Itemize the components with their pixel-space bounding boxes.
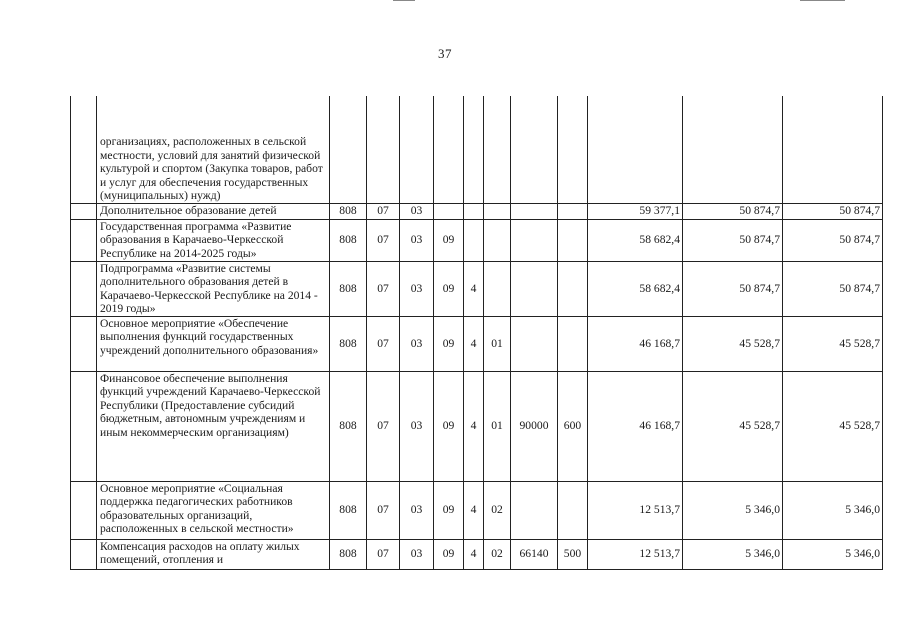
expense-type-cell: 600 (558, 371, 588, 481)
direction-code-cell (511, 316, 558, 371)
ministry-code-cell: 808 (330, 316, 367, 371)
event-code-cell (484, 96, 511, 203)
amount-cell-2: 45 528,7 (683, 371, 783, 481)
program-code-cell: 09 (434, 371, 464, 481)
empty-cell (71, 539, 97, 569)
section-code-cell: 07 (367, 219, 400, 261)
subprogram-code-cell (464, 203, 484, 219)
amount-cell-3: 45 528,7 (783, 371, 883, 481)
table-row (71, 203, 883, 219)
ministry-code-cell: 808 (330, 203, 367, 219)
ministry-code-cell: 808 (330, 371, 367, 481)
program-code-cell: 09 (434, 261, 464, 316)
table-row (71, 316, 883, 371)
row-name: Основное мероприятие «Социальная поддержка педагогических работников образовательных организаций, расположенных в сельской местности» (97, 481, 330, 539)
event-code-cell: 02 (484, 481, 511, 539)
expense-type-cell (558, 261, 588, 316)
direction-code-cell (511, 481, 558, 539)
subprogram-code-cell (464, 219, 484, 261)
amount-cell-3: 5 346,0 (783, 539, 883, 569)
table-body (71, 96, 883, 569)
amount-cell-1: 46 168,7 (588, 371, 683, 481)
amount-cell-1: 58 682,4 (588, 219, 683, 261)
subsection-code-cell: 03 (400, 316, 434, 371)
subsection-code-cell (400, 96, 434, 203)
table-row (71, 96, 883, 203)
empty-cell (71, 203, 97, 219)
section-code-cell: 07 (367, 261, 400, 316)
program-code-cell (434, 96, 464, 203)
ministry-code-cell: 808 (330, 261, 367, 316)
amount-cell-3: 45 528,7 (783, 316, 883, 371)
section-code-cell: 07 (367, 203, 400, 219)
top-edge-mark (800, 0, 845, 1)
amount-cell-1 (588, 96, 683, 203)
amount-cell-1: 59 377,1 (588, 203, 683, 219)
ministry-code-cell: 808 (330, 481, 367, 539)
program-code-cell: 09 (434, 481, 464, 539)
subsection-code-cell: 03 (400, 261, 434, 316)
expense-type-cell (558, 96, 588, 203)
direction-code-cell (511, 203, 558, 219)
top-edge-mark (393, 0, 415, 1)
amount-cell-1: 46 168,7 (588, 316, 683, 371)
amount-cell-2: 50 874,7 (683, 203, 783, 219)
event-code-cell: 01 (484, 371, 511, 481)
event-code-cell (484, 219, 511, 261)
section-code-cell: 07 (367, 481, 400, 539)
empty-cell (71, 371, 97, 481)
subprogram-code-cell: 4 (464, 539, 484, 569)
table-row (71, 371, 883, 481)
expense-type-cell (558, 203, 588, 219)
amount-cell-2: 50 874,7 (683, 219, 783, 261)
subprogram-code-cell (464, 96, 484, 203)
table-row (71, 219, 883, 261)
empty-cell (71, 219, 97, 261)
event-code-cell (484, 261, 511, 316)
expense-type-cell (558, 219, 588, 261)
expense-type-cell: 500 (558, 539, 588, 569)
program-code-cell: 09 (434, 316, 464, 371)
amount-cell-2: 50 874,7 (683, 261, 783, 316)
program-code-cell: 09 (434, 539, 464, 569)
amount-cell-2: 5 346,0 (683, 481, 783, 539)
table-row (71, 261, 883, 316)
direction-code-cell (511, 219, 558, 261)
page-number: 37 (438, 46, 452, 61)
amount-cell-2: 45 528,7 (683, 316, 783, 371)
empty-cell (71, 261, 97, 316)
amount-cell-1: 12 513,7 (588, 539, 683, 569)
ministry-code-cell: 808 (330, 539, 367, 569)
subsection-code-cell: 03 (400, 219, 434, 261)
amount-cell-1: 58 682,4 (588, 261, 683, 316)
row-name: Подпрограмма «Развитие системы дополнительного образования детей в Карачаево-Черкесской Республике на 2014 - 2019 годы» (97, 261, 330, 316)
empty-cell (71, 316, 97, 371)
direction-code-cell (511, 96, 558, 203)
table-row (71, 539, 883, 569)
amount-cell-3: 5 346,0 (783, 481, 883, 539)
row-name: Компенсация расходов на оплату жилых помещений, отопления и (97, 539, 330, 569)
section-code-cell: 07 (367, 539, 400, 569)
amount-cell-3 (783, 96, 883, 203)
direction-code-cell (511, 261, 558, 316)
empty-cell (71, 96, 97, 203)
expense-type-cell (558, 316, 588, 371)
subsection-code-cell: 03 (400, 539, 434, 569)
amount-cell-2 (683, 96, 783, 203)
subprogram-code-cell: 4 (464, 371, 484, 481)
section-code-cell (367, 96, 400, 203)
table-row (71, 481, 883, 539)
subprogram-code-cell: 4 (464, 316, 484, 371)
event-code-cell: 02 (484, 539, 511, 569)
program-code-cell: 09 (434, 219, 464, 261)
amount-cell-1: 12 513,7 (588, 481, 683, 539)
amount-cell-3: 50 874,7 (783, 203, 883, 219)
empty-cell (71, 481, 97, 539)
subprogram-code-cell: 4 (464, 481, 484, 539)
program-code-cell (434, 203, 464, 219)
row-name: организациях, расположенных в сельской местности, условий для занятий физической культурой и спортом (Закупка товаров, работ и услуг для обеспечения государственных (муниципальных) нужд) (97, 96, 330, 203)
ministry-code-cell (330, 96, 367, 203)
ministry-code-cell: 808 (330, 219, 367, 261)
event-code-cell (484, 203, 511, 219)
amount-cell-3: 50 874,7 (783, 261, 883, 316)
row-name: Дополнительное образование детей (97, 203, 330, 219)
row-name: Государственная программа «Развитие образования в Карачаево-Черкесской Республике на 2014-2025 годы» (97, 219, 330, 261)
row-name: Основное мероприятие «Обеспечение выполнения функций государственных учреждений дополнительного образования» (97, 316, 330, 371)
budget-table (70, 96, 883, 570)
row-name: Финансовое обеспечение выполнения функций учреждений Карачаево-Черкесской Республики (Предоставление субсидий бюджетным, автономным учреждениям и иным некоммерческим организациям) (97, 371, 330, 481)
subsection-code-cell: 03 (400, 481, 434, 539)
section-code-cell: 07 (367, 371, 400, 481)
direction-code-cell: 66140 (511, 539, 558, 569)
section-code-cell: 07 (367, 316, 400, 371)
expense-type-cell (558, 481, 588, 539)
event-code-cell: 01 (484, 316, 511, 371)
direction-code-cell: 90000 (511, 371, 558, 481)
amount-cell-3: 50 874,7 (783, 219, 883, 261)
subsection-code-cell: 03 (400, 371, 434, 481)
subprogram-code-cell: 4 (464, 261, 484, 316)
subsection-code-cell: 03 (400, 203, 434, 219)
amount-cell-2: 5 346,0 (683, 539, 783, 569)
